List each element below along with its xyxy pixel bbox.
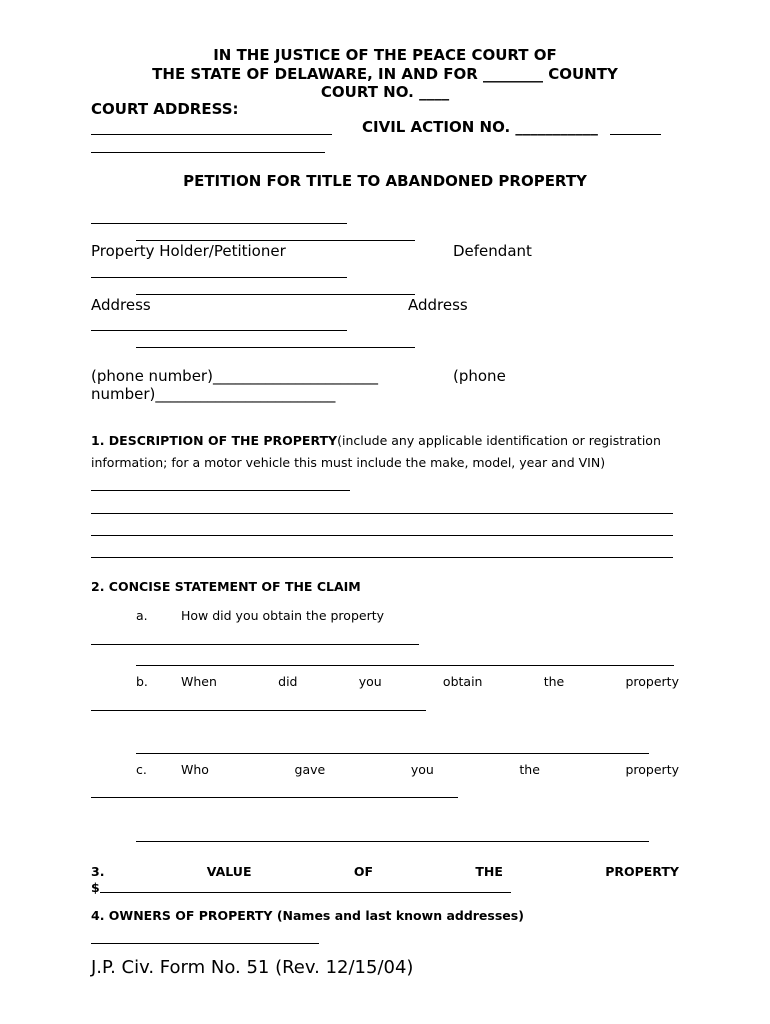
- item-b-line-1[interactable]: [91, 710, 426, 711]
- owners-line[interactable]: [91, 943, 319, 944]
- court-address-line-1[interactable]: [91, 134, 332, 135]
- defendant-phone-line: number)________________________: [91, 385, 336, 403]
- item-b-word: did: [278, 674, 298, 689]
- dollar-sign: $: [91, 880, 100, 895]
- item-a-line-1[interactable]: [91, 644, 419, 645]
- form-number: J.P. Civ. Form No. 51 (Rev. 12/15/04): [91, 957, 414, 978]
- item-c-word: you: [410, 762, 434, 777]
- petitioner-name-line[interactable]: [91, 223, 347, 224]
- item-a-line-2[interactable]: [136, 665, 674, 666]
- defendant-address-label: Address: [408, 296, 468, 314]
- item-b-letter: b.: [136, 674, 148, 689]
- item-a-letter: a.: [136, 608, 148, 623]
- petitioner-label: Property Holder/Petitioner: [91, 242, 286, 260]
- civil-action-line[interactable]: [610, 134, 661, 135]
- defendant-phone-label: (phone: [453, 367, 506, 385]
- section3-word: VALUE: [206, 864, 252, 879]
- civil-action-label: CIVIL ACTION NO. ___________: [362, 118, 598, 136]
- section1-note-part2: information; for a motor vehicle this must include the make, model, year and VIN): [91, 455, 606, 470]
- item-c-word: property: [625, 762, 679, 777]
- defendant-label: Defendant: [453, 242, 532, 260]
- item-c-word: Who: [181, 762, 209, 777]
- item-c-line-2[interactable]: [136, 841, 649, 842]
- defendant-name-line[interactable]: [136, 240, 415, 241]
- section4-heading: 4. OWNERS OF PROPERTY (Names and last known addresses): [91, 908, 524, 923]
- defendant-address-line[interactable]: [136, 294, 415, 295]
- item-c-word: gave: [294, 762, 326, 777]
- description-line-2[interactable]: [91, 513, 673, 514]
- item-a-text: How did you obtain the property: [181, 608, 385, 623]
- court-heading-line1: IN THE JUSTICE OF THE PEACE COURT OF: [213, 46, 557, 64]
- document-title: PETITION FOR TITLE TO ABANDONED PROPERTY: [183, 172, 587, 190]
- item-c-line-1[interactable]: [91, 797, 458, 798]
- item-b-word: property: [625, 674, 679, 689]
- item-c-text: [181, 762, 679, 777]
- section1-heading: 1. DESCRIPTION OF THE PROPERTY: [91, 433, 338, 448]
- court-heading-line2: THE STATE OF DELAWARE, IN AND FOR ________ COUNTY: [152, 65, 618, 83]
- item-b-word: When: [181, 674, 217, 689]
- section3-word: 3.: [91, 864, 105, 879]
- section3-word: OF: [353, 864, 373, 879]
- court-address-label: COURT ADDRESS:: [91, 100, 239, 118]
- petitioner-phone: (phone number)______________________: [91, 367, 378, 385]
- item-b-word: the: [543, 674, 565, 689]
- court-number: COURT NO. ____: [320, 83, 450, 101]
- description-line-4[interactable]: [91, 557, 673, 558]
- description-line-1[interactable]: [91, 490, 350, 491]
- petitioner-address-line-2[interactable]: [91, 330, 347, 331]
- item-b-word: obtain: [442, 674, 483, 689]
- item-b-line-2[interactable]: [136, 753, 649, 754]
- section3-word: PROPERTY: [605, 864, 679, 879]
- item-b-word: you: [358, 674, 382, 689]
- section1-description: [91, 433, 661, 448]
- section1-note-part1: (include any applicable identification or registration: [337, 433, 661, 448]
- section3-word: THE: [475, 864, 503, 879]
- petitioner-address-line[interactable]: [91, 277, 347, 278]
- item-c-word: the: [519, 762, 540, 777]
- item-c-letter: c.: [136, 762, 147, 777]
- defendant-address-line-2[interactable]: [136, 347, 415, 348]
- court-address-line-2[interactable]: [91, 152, 325, 153]
- description-line-3[interactable]: [91, 535, 673, 536]
- section2-heading: 2. CONCISE STATEMENT OF THE CLAIM: [91, 579, 361, 594]
- petitioner-address-label: Address: [91, 296, 151, 314]
- item-b-text: [181, 674, 679, 689]
- section3-heading: [91, 864, 679, 879]
- property-value-line[interactable]: [100, 892, 511, 893]
